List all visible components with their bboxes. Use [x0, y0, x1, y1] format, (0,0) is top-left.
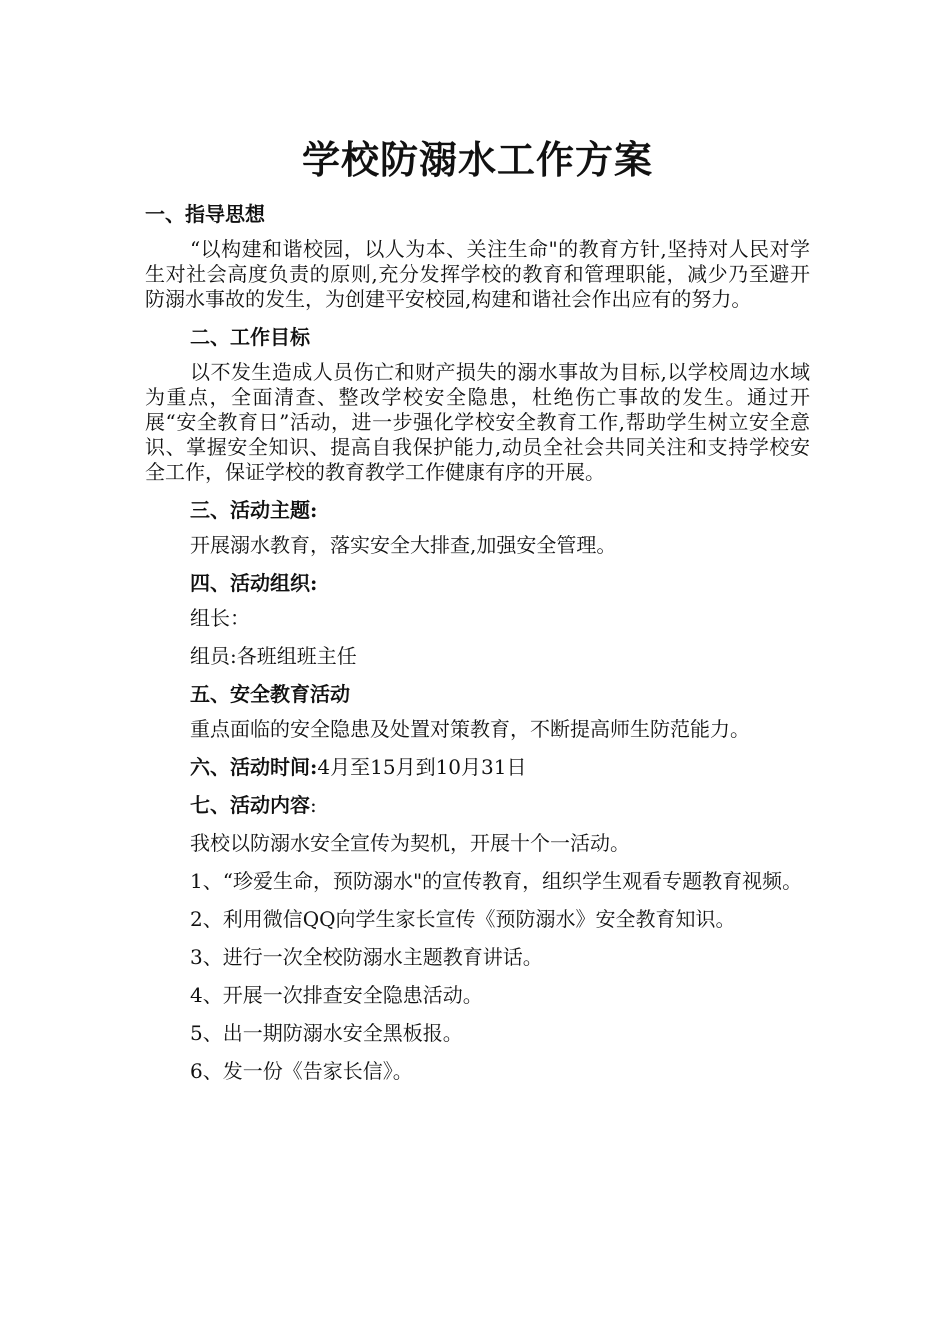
activity-time-value: 4月至15月到10月31日	[317, 754, 527, 779]
activity-item-5: 5、出一期防溺水安全黑板报。	[190, 1020, 463, 1045]
section-heading-activity-theme: 三、活动主题:	[190, 497, 318, 522]
activity-item-3: 3、进行一次全校防溺水主题教育讲话。	[190, 944, 543, 969]
section-heading-activity-content: 七、活动内容	[190, 792, 310, 817]
activity-item-6: 6、发一份《告家长信》。	[190, 1058, 413, 1083]
section-heading-guiding-thought: 一、指导思想	[145, 201, 265, 226]
section-body-safety-education: 重点面临的安全隐患及处置对策教育，不断提高师生防范能力。	[190, 716, 750, 741]
section-activity-time	[145, 755, 810, 780]
section-heading-work-goal: 二、工作目标	[190, 324, 310, 349]
organization-leader: 组长：	[190, 605, 250, 630]
section-heading-safety-education: 五、安全教育活动	[190, 681, 350, 706]
activity-content-intro: 我校以防溺水安全宣传为契机，开展十个一活动。	[190, 830, 630, 855]
activity-item-2: 2、利用微信QQ向学生家长宣传《预防溺水》安全教育知识。	[190, 906, 736, 931]
section-heading-activity-content-colon: :	[310, 792, 317, 817]
section-heading-activity-time: 六、活动时间:	[190, 754, 318, 779]
section-body-work-goal: 以不发生造成人员伤亡和财产损失的溺水事故为目标,以学校周边水域为重点，全面清查、整改学校安全隐患，杜绝伤亡事故的发生。通过开展“安全教育日”活动，进一步强化学校安全教育工作,帮助学生树立安全意识、掌握安全知识、提高自我保护能力,动员全社会共同关注和支持学校安全工作，保证学校的教育教学工作健康有序的开展。	[145, 359, 810, 484]
document-body	[145, 136, 810, 1097]
section-body-activity-theme: 开展溺水教育，落实安全大排查,加强安全管理。	[190, 532, 617, 557]
section-heading-activity-organization: 四、活动组织:	[190, 570, 318, 595]
section-activity-content-heading	[145, 793, 810, 818]
activity-item-1: 1、“珍爱生命，预防溺水"的宣传教育，组织学生观看专题教育视频。	[190, 868, 803, 893]
section-body-guiding-thought: “以构建和谐校园，以人为本、关注生命"的教育方针,坚持对人民对学生对社会高度负责的原则,充分发挥学校的教育和管理职能，减少乃至避开防溺水事故的发生，为创建平安校园,构建和谐社会作出应有的努力。	[145, 236, 810, 311]
document-title: 学校防溺水工作方案	[301, 137, 653, 182]
activity-item-4: 4、开展一次排查安全隐患活动。	[190, 982, 483, 1007]
organization-members: 组员:各班组班主任	[190, 643, 357, 668]
